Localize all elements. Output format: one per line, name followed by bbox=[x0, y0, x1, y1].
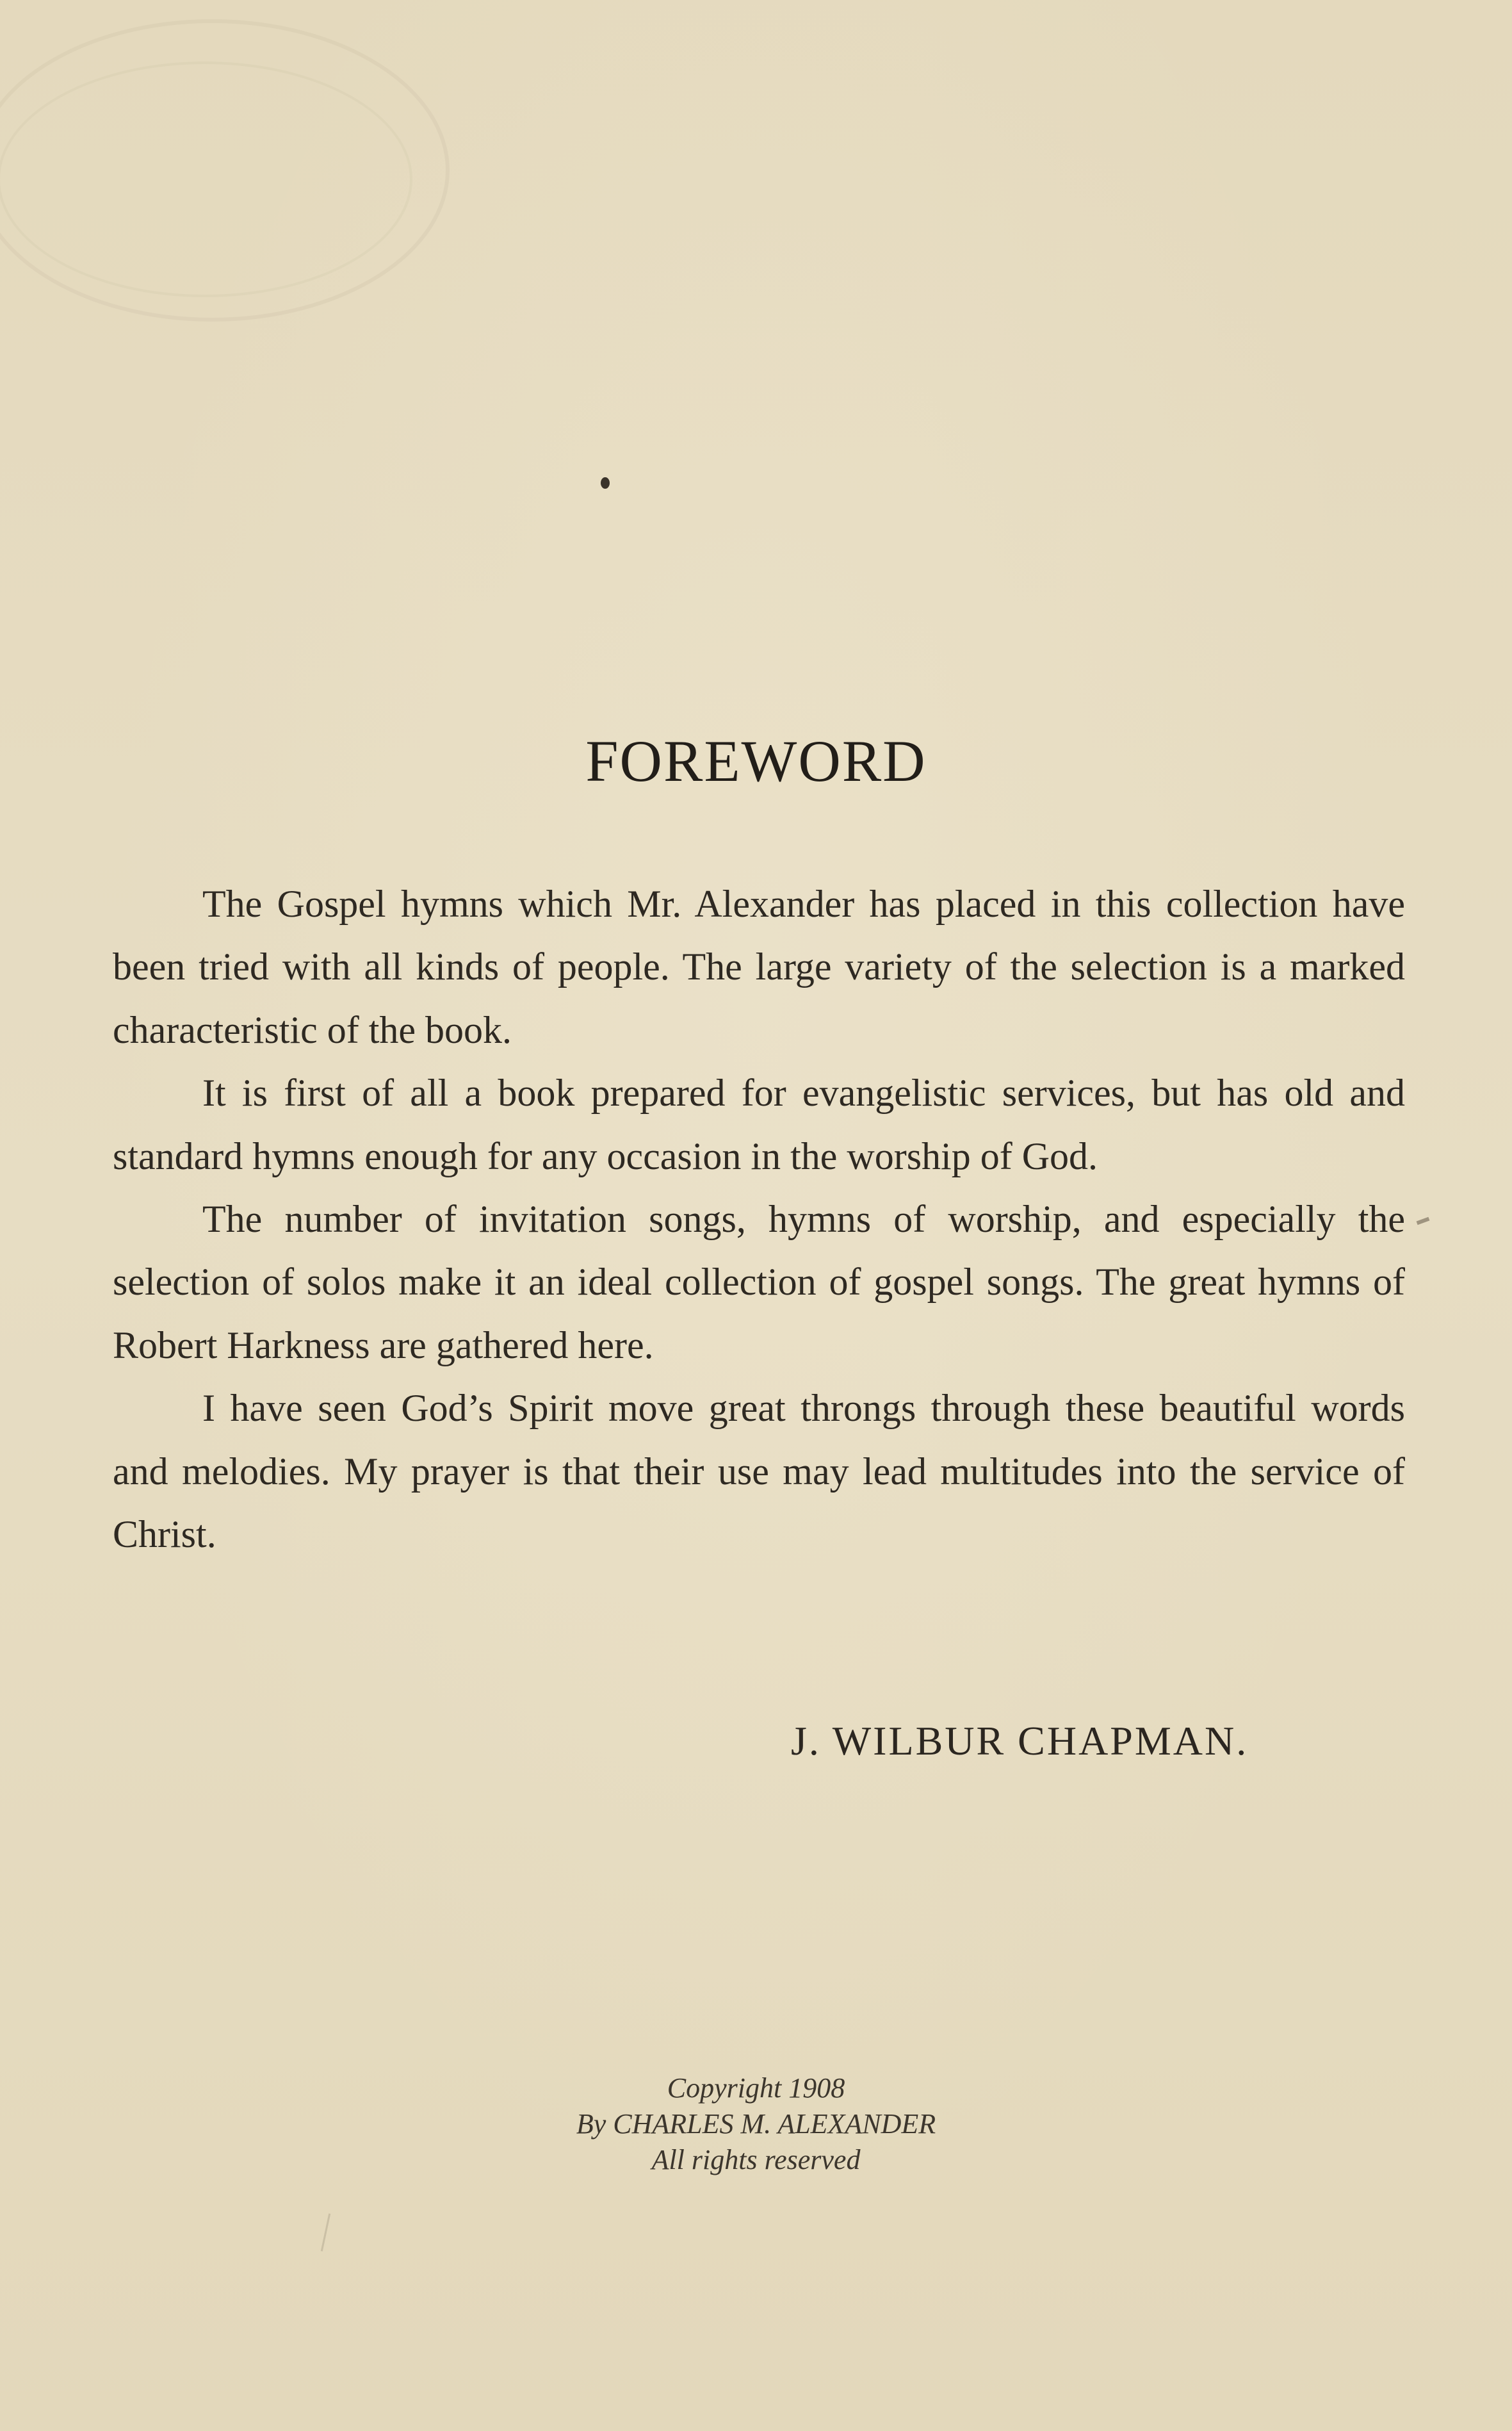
copyright-year: Copyright 1908 bbox=[667, 2072, 845, 2104]
library-stamp-inner-ring bbox=[0, 61, 412, 297]
foreword-paragraph: I have seen God’s Spirit move great throngs through these beautiful words and melodies. My prayer is that their use may lead multitudes into the service of Christ. bbox=[113, 1387, 1405, 1556]
foreword-paragraph: The Gospel hymns which Mr. Alexander has placed in this collection have been tried with all kinds of people. The large variety of the selection is a marked characteristic of the book. bbox=[113, 883, 1405, 1051]
foreword-title: FOREWORD bbox=[585, 728, 927, 794]
copyright-notice bbox=[0, 2070, 1512, 2178]
author-signature: J. WILBUR CHAPMAN. bbox=[791, 1718, 1249, 1764]
foreword-body bbox=[113, 872, 1405, 1566]
ink-speck bbox=[601, 477, 610, 489]
copyright-holder: By CHARLES M. ALEXANDER bbox=[576, 2108, 936, 2140]
library-stamp-bleed bbox=[0, 19, 450, 322]
paper-blemish bbox=[321, 2213, 330, 2251]
ink-mark bbox=[1417, 1217, 1430, 1225]
foreword-paragraph: It is first of all a book prepared for evangelistic services, but has old and standard hymns enough for any occasion in the worship of God. bbox=[113, 1072, 1405, 1177]
rights-reserved: All rights reserved bbox=[651, 2144, 861, 2175]
foreword-paragraph: The number of invitation songs, hymns of worship, and especially the selection of solos make it an ideal collection of gospel songs. The great hymns of Robert Harkness are gathered here. bbox=[113, 1198, 1405, 1366]
